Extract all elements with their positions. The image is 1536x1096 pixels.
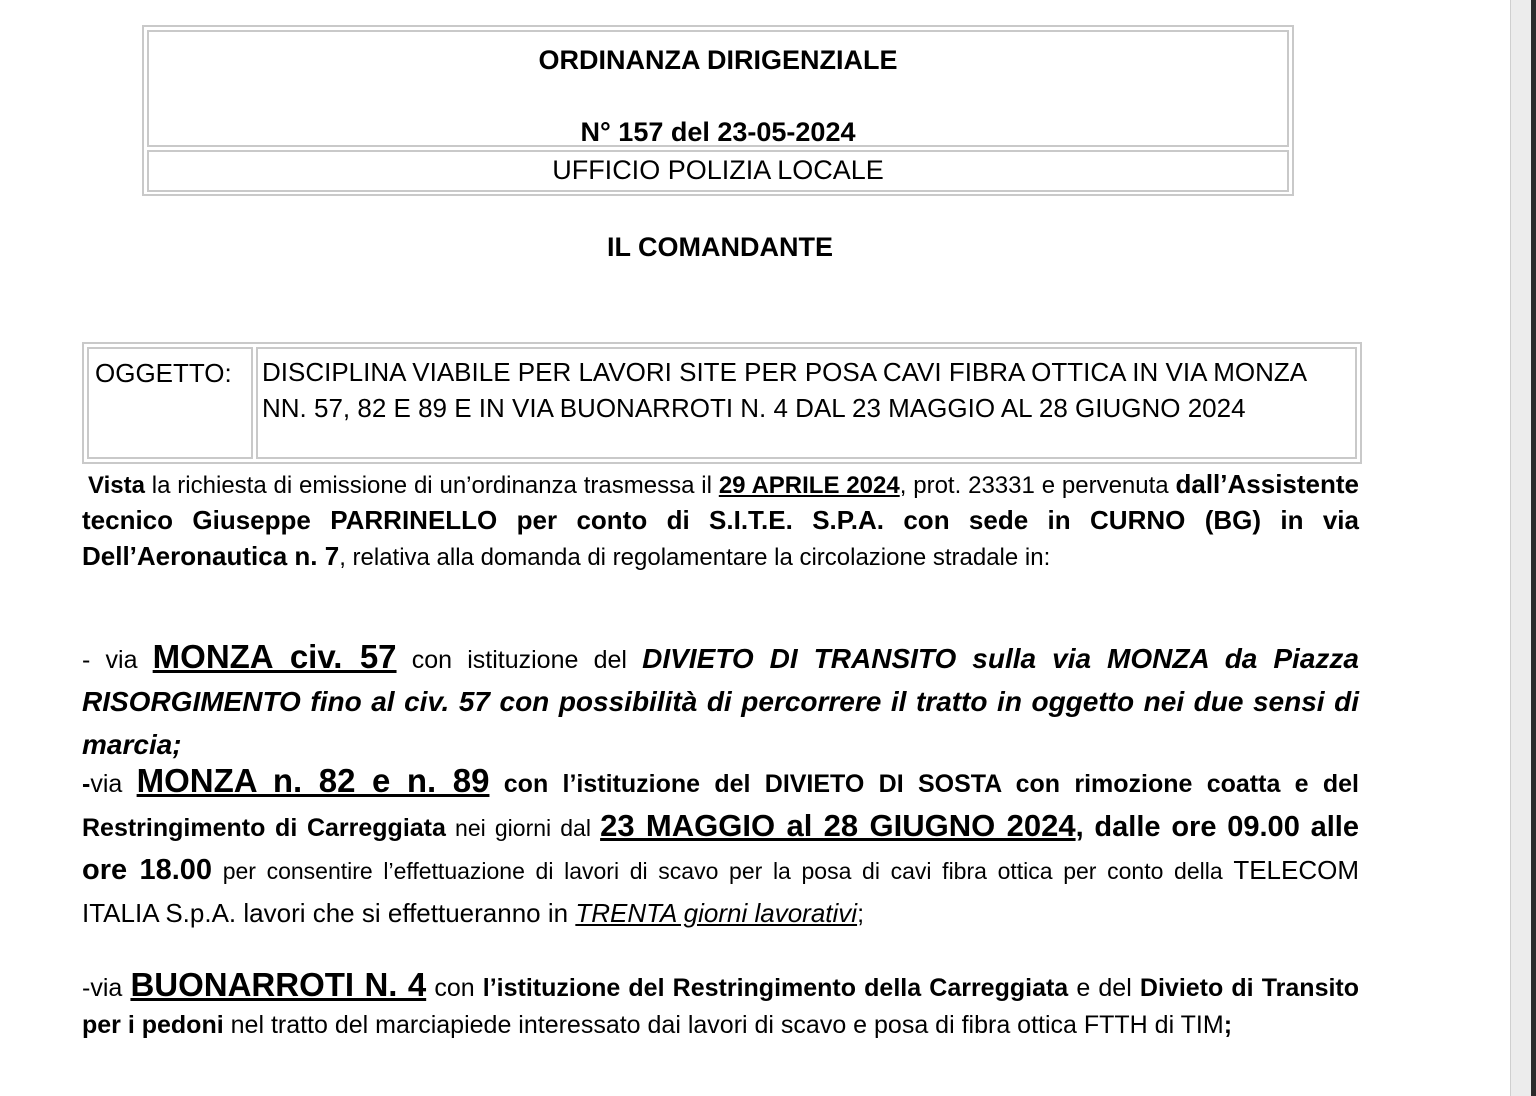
p2-prefix: - via [82,646,153,674]
p1-requester: dall’Assistente tecnico Giuseppe PARRINELLO per conto di S.I.T.E. S.P.A. con sede in CURNO (BG) in via Dell’Aeronautica n. 7 [82,469,1359,571]
p3-dash: - [82,770,91,798]
subject-text: DISCIPLINA VIABILE PER LAVORI SITE PER POSA CAVI FIBRA OTTICA IN VIA MONZA NN. 57, 82 E 89 E IN VIA BUONARROTI N. 4 DAL 23 MAGGIO AL 28 GIUGNO 2024 [256,347,1357,459]
p3-via: via [90,770,137,798]
p3-street: MONZA n. 82 e n. 89 [136,762,490,799]
ordinance-number: N° 157 del 23-05-2024 [580,117,856,147]
p4-measure-a: l’istituzione del Restringimento della Carreggiata [482,974,1069,1002]
p1-date: 29 APRILE 2024 [718,472,900,499]
header-office-cell [147,150,1289,192]
p3-dates: 23 MAGGIO al 28 GIUGNO 2024 [600,808,1076,843]
p3-hours: , dalle ore 09.00 alle ore 18.00 [82,811,1359,886]
ordinance-title: ORDINANZA DIRIGENZIALE [538,45,898,75]
vertical-scrollbar[interactable] [1510,0,1536,1096]
subject-table [82,342,1362,464]
subject-label: OGGETTO: [87,347,253,459]
p3-end: ; [857,900,865,928]
paragraph-request [82,467,1359,575]
p1-text-b: , prot. 23331 e pervenuta [899,472,1176,499]
p3-measures: con l’istituzione del DIVIETO DI SOSTA con rimozione coatta e del Restringimento di Carreggiata [82,770,1360,842]
p2-text-a: con istituzione del [396,646,643,674]
p3-text-c: TELECOM ITALIA S.p.A. lavori che si effettueranno in [82,855,1359,928]
p1-vista: Vista [88,472,145,499]
office-name: UFFICIO POLIZIA LOCALE [552,155,884,185]
p1-text-c: , relativa alla domanda di regolamentare la circolazione stradale in: [339,544,1051,571]
p3-duration: TRENTA giorni lavorativi [575,898,858,928]
p4-end: ; [1223,1011,1233,1039]
paragraph-buonarroti [82,966,1359,1044]
p4-prefix: -via [82,974,131,1002]
p4-text-b: e del [1068,974,1140,1002]
header-table [142,25,1294,196]
paragraph-monza-57 [82,636,1359,767]
header-title-cell [147,30,1289,147]
p4-measure-b: Divieto di Transito per i pedoni [82,974,1360,1039]
p3-text-b: per consentire l’effettuazione di lavori di scavo per la posa di cavi fibra ottica per conto della [212,858,1234,884]
p3-text-a: nei giorni dal [445,815,601,841]
p4-street: BUONARROTI N. 4 [130,966,427,1003]
p4-text-c: nel tratto del marciapiede interessato dai lavori di scavo e posa di fibra ottica FTTH di TIM [223,1011,1224,1039]
p4-text-a: con [426,974,483,1002]
paragraph-monza-82-89 [82,760,1359,935]
p2-prohibition: DIVIETO DI TRANSITO sulla via MONZA da Piazza RISORGIMENTO fino al civ. 57 con possibilità di percorrere il tratto in oggetto nei due sensi di marcia; [82,643,1359,760]
commander-heading: IL COMANDANTE [607,232,833,262]
p1-text-a: la richiesta di emissione di un’ordinanza trasmessa il [144,472,719,499]
p2-street: MONZA civ. 57 [152,638,397,675]
